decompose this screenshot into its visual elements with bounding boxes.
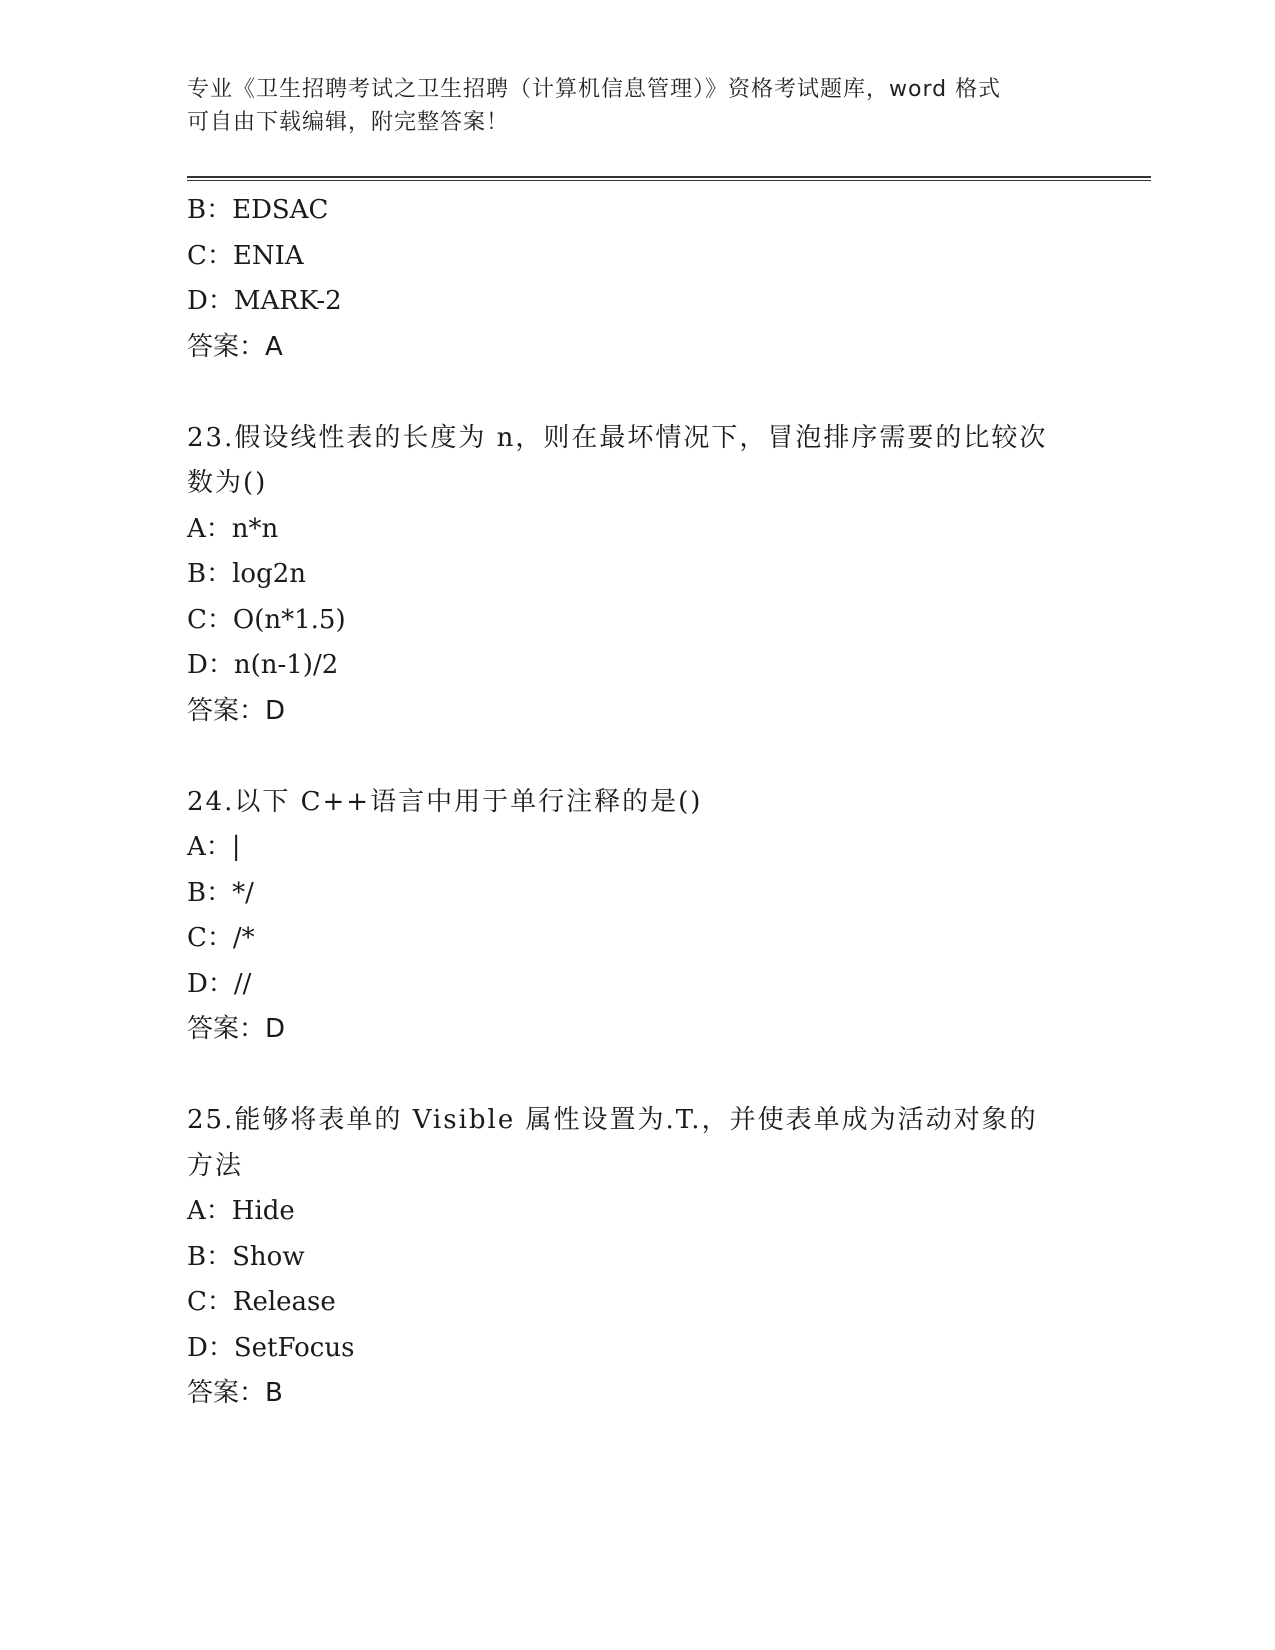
option-b: B：*/ bbox=[187, 877, 254, 908]
document-header bbox=[187, 73, 1067, 139]
answer: 答案：D bbox=[187, 695, 286, 726]
question-text: 25.能够将表单的 Visible 属性设置为.T.，并使表单成为活动对象的 bbox=[187, 1105, 1038, 1135]
header-line-2: 可自由下载编辑，附完整答案！ bbox=[187, 110, 510, 135]
option-b: B：EDSAC bbox=[187, 195, 329, 225]
question-24 bbox=[187, 780, 1087, 1053]
question-text: 24.以下 C++语言中用于单行注释的是() bbox=[187, 786, 703, 817]
question-list bbox=[187, 188, 1087, 1417]
question-text: 数为() bbox=[187, 468, 268, 498]
option-d: D：SetFocus bbox=[187, 1332, 355, 1363]
spacer bbox=[187, 734, 1087, 780]
header-divider bbox=[187, 176, 1151, 181]
answer: 答案：B bbox=[187, 1378, 283, 1408]
option-b: B：Show bbox=[187, 1241, 305, 1272]
question-25 bbox=[187, 1098, 1087, 1417]
option-d: D：// bbox=[187, 968, 252, 999]
header-line-1: 专业《卫生招聘考试之卫生招聘（计算机信息管理）》资格考试题库，word 格式 bbox=[187, 77, 1002, 102]
option-d: D：MARK-2 bbox=[187, 286, 342, 316]
option-c: C：/* bbox=[187, 923, 255, 953]
spacer bbox=[187, 370, 1087, 416]
answer: 答案：A bbox=[187, 331, 283, 362]
option-c: C：Release bbox=[187, 1287, 336, 1317]
question-text: 方法 bbox=[187, 1150, 244, 1181]
question-22-continuation bbox=[187, 188, 1087, 370]
option-d: D：n(n-1)/2 bbox=[187, 650, 339, 680]
answer: 答案：D bbox=[187, 1014, 286, 1044]
option-b: B：log2n bbox=[187, 559, 307, 589]
option-a: A：| bbox=[187, 832, 241, 862]
spacer bbox=[187, 1053, 1087, 1099]
question-text: 23.假设线性表的长度为 n，则在最坏情况下，冒泡排序需要的比较次 bbox=[187, 422, 1048, 453]
option-a: A：n*n bbox=[187, 513, 279, 544]
question-23 bbox=[187, 416, 1087, 735]
option-c: C：ENIA bbox=[187, 240, 304, 271]
option-a: A：Hide bbox=[187, 1196, 295, 1226]
option-c: C：O(n*1.5) bbox=[187, 604, 346, 635]
